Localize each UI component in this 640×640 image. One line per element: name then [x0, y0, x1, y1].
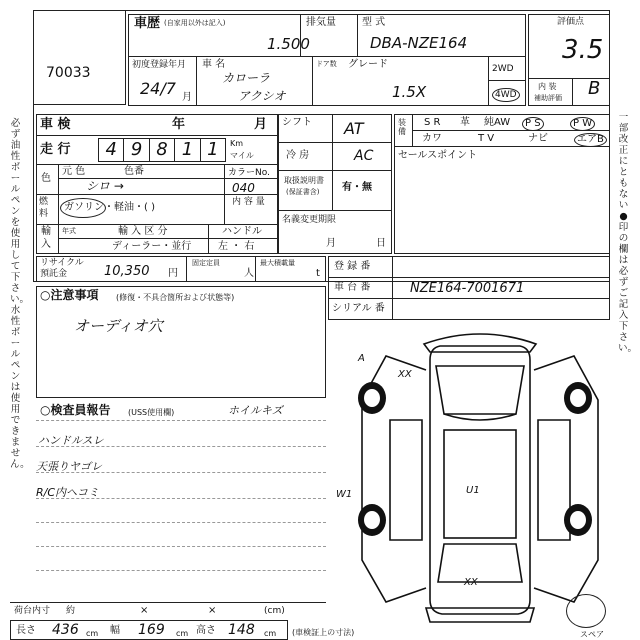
fixed-label: 固定定員: [192, 259, 220, 267]
recycle-yen: 円: [168, 268, 178, 279]
equip-kawa: カワ: [422, 133, 442, 144]
notes-title: [40, 289, 99, 301]
notes-title-text: 注意事項: [50, 288, 99, 302]
car-name-value-1: カローラ: [222, 71, 271, 85]
inspector-line: ハンドルスレ: [38, 434, 104, 447]
spare-tire-icon: [566, 594, 606, 628]
inspector-title: [40, 404, 111, 416]
fuel-circle: [60, 198, 106, 218]
recycle-label-2: 預託金: [40, 269, 68, 279]
name-change-label: 名義変更期限: [282, 215, 337, 225]
car-name-label: 車 名: [202, 59, 226, 70]
history-label: 車歴: [134, 16, 161, 31]
inspection-year: 年: [172, 117, 186, 132]
fuel-label: 燃 料: [39, 197, 49, 219]
capacity-label: 内 容 量: [232, 197, 265, 207]
equip-pw: P W: [570, 117, 595, 131]
shift-label: シフト: [282, 117, 312, 128]
score-label: 評価点: [557, 17, 585, 27]
displacement-label: 排気量: [306, 17, 336, 28]
color-no-header: カラーNo.: [228, 168, 270, 178]
inspector-title-note: (USS使用欄): [128, 408, 175, 417]
damage-mark: XX: [464, 577, 478, 588]
mileage-digit: 8: [150, 139, 175, 161]
height-cm: cm: [264, 629, 277, 638]
lot-number: 70033: [46, 65, 91, 81]
person-unit: 人: [244, 268, 254, 279]
lot-number-box: [33, 10, 126, 105]
aircon-label: 冷 房: [286, 150, 310, 161]
lr-label: 左 ・ 右: [218, 241, 255, 252]
displacement-value: 1.500: [267, 35, 310, 53]
inspector-line: R/C内ヘコミ: [36, 486, 100, 499]
mileage-label: 走 行: [40, 142, 71, 157]
import-class-label: 輸 入 区 分: [118, 226, 168, 237]
width-label: 幅: [110, 625, 120, 636]
mile-label: マイル: [230, 151, 254, 160]
dimensions-note: (車検証上の寸法): [292, 628, 355, 637]
score-value: 3.5: [562, 35, 604, 65]
reg-label: 登 録 番: [334, 261, 371, 272]
serial-label: シリアル 番: [332, 303, 385, 314]
equip-airbag: エアB: [574, 133, 607, 147]
spare-label: スペア: [580, 630, 604, 639]
loadbed-cm-unit: (cm): [264, 606, 285, 616]
equip-sr: S R: [424, 117, 441, 128]
model-label: 型 式: [362, 17, 386, 28]
mileage-digit: 1: [207, 139, 219, 160]
first-reg-value: 24/7: [140, 79, 176, 98]
manual-label-2: (保証書含): [286, 188, 320, 196]
height-value: 148: [228, 622, 255, 638]
inspector-line: 天張りヤゴレ: [36, 460, 102, 473]
color-no-value: 040: [232, 181, 255, 195]
chassis-label: 車 台 番: [334, 282, 371, 293]
interior-label-2: 補助評価: [534, 94, 562, 102]
grade-label: グレード: [348, 59, 388, 70]
length-label: 長さ: [16, 625, 36, 636]
mileage-digit: 4: [99, 139, 124, 161]
import-label-2: 入: [41, 239, 51, 250]
notes-content: オーディオ穴: [74, 317, 163, 335]
side-note-left: 必ず油性ボールペンを使用して下さい。 水性ボールペンは使用できません。: [10, 118, 30, 470]
height-label: 高さ: [196, 625, 216, 636]
loadbed-about: 約: [66, 606, 76, 616]
width-value: 169: [138, 622, 165, 638]
loadbed-x1: ×: [140, 605, 149, 616]
drive-2wd: 2WD: [492, 64, 514, 74]
recycle-label-1: リサイクル: [40, 258, 84, 268]
nc-month: 月: [326, 238, 336, 249]
notes-block: [36, 286, 326, 398]
color-value: シロ →: [86, 179, 124, 193]
chassis-value: NZE164-7001671: [410, 281, 525, 296]
sales-point-label: セールスポイント: [398, 150, 478, 161]
length-cm: cm: [86, 629, 99, 638]
equip-ps: P S: [522, 117, 544, 131]
shift-value: AT: [344, 119, 364, 138]
top-strip: [128, 10, 526, 11]
drive-4wd: 4WD: [492, 88, 520, 102]
notes-bullet-icon: ○: [40, 288, 51, 302]
notes-title-note: (修復・不具合箇所および状態等): [116, 293, 235, 302]
equip-tv: T V: [478, 133, 495, 144]
loadbed-label: 荷台内寸: [14, 606, 51, 616]
inspector-title-text: 検査員報告: [50, 403, 111, 417]
color-label: 色: [41, 173, 51, 184]
color-no-label: 色番: [124, 166, 144, 177]
manual-label-1: 取扱説明書: [284, 176, 324, 185]
import-label-1: 輸: [41, 226, 51, 237]
equip-navi: ナビ: [528, 133, 548, 144]
inspector-signature: ホイルキズ: [228, 404, 283, 417]
fuel-options: ガソリン・軽油・( ): [64, 202, 155, 213]
damage-mark: A: [358, 353, 365, 364]
equip-label: 装備: [398, 118, 406, 136]
damage-mark: W1: [336, 489, 353, 500]
recycle-value: 10,350: [104, 264, 150, 279]
model-year-label: 年式: [62, 227, 76, 235]
side-note-right: 一部改正にともない●印の欄は必ずご記入下さい。: [618, 112, 638, 354]
damage-mark: XX: [398, 369, 412, 380]
nc-day: 日: [376, 238, 386, 249]
ton-unit: t: [316, 268, 320, 279]
interior-value: B: [588, 78, 601, 99]
inspection-label: 車 検: [40, 117, 71, 132]
car-name-value-2: アクシオ: [238, 89, 286, 103]
first-reg-label: 初度登録年月: [132, 60, 187, 70]
equip-leather: 革: [460, 117, 470, 128]
mileage-digit: 1: [175, 139, 200, 161]
aircon-value: AC: [354, 148, 374, 164]
damage-mark: U1: [466, 485, 480, 496]
first-reg-month-unit: 月: [182, 92, 192, 103]
model-value: DBA-NZE164: [370, 34, 468, 52]
width-cm: cm: [176, 629, 189, 638]
inspection-month: 月: [254, 117, 268, 132]
length-value: 436: [52, 622, 79, 638]
max-load-label: 最大積載量: [260, 259, 295, 267]
mileage-digit: 9: [124, 139, 149, 161]
history-note: (自家用以外は記入): [164, 19, 226, 27]
manual-options: 有・無: [342, 182, 372, 193]
km-label: Km: [230, 139, 244, 148]
mileage-cells: [98, 138, 226, 162]
doors-label: ドア数: [316, 60, 337, 68]
loadbed-x2: ×: [208, 605, 217, 616]
inspector-bullet-icon: ○: [40, 403, 51, 417]
equip-aw: 純AW: [484, 117, 511, 128]
interior-label-1: 内 装: [538, 82, 557, 91]
orig-color-label: 元 色: [62, 166, 86, 177]
grade-value: 1.5X: [392, 83, 427, 101]
dealer-label: ディーラー・並行: [112, 241, 192, 252]
handle-label: ハンドル: [222, 226, 262, 237]
